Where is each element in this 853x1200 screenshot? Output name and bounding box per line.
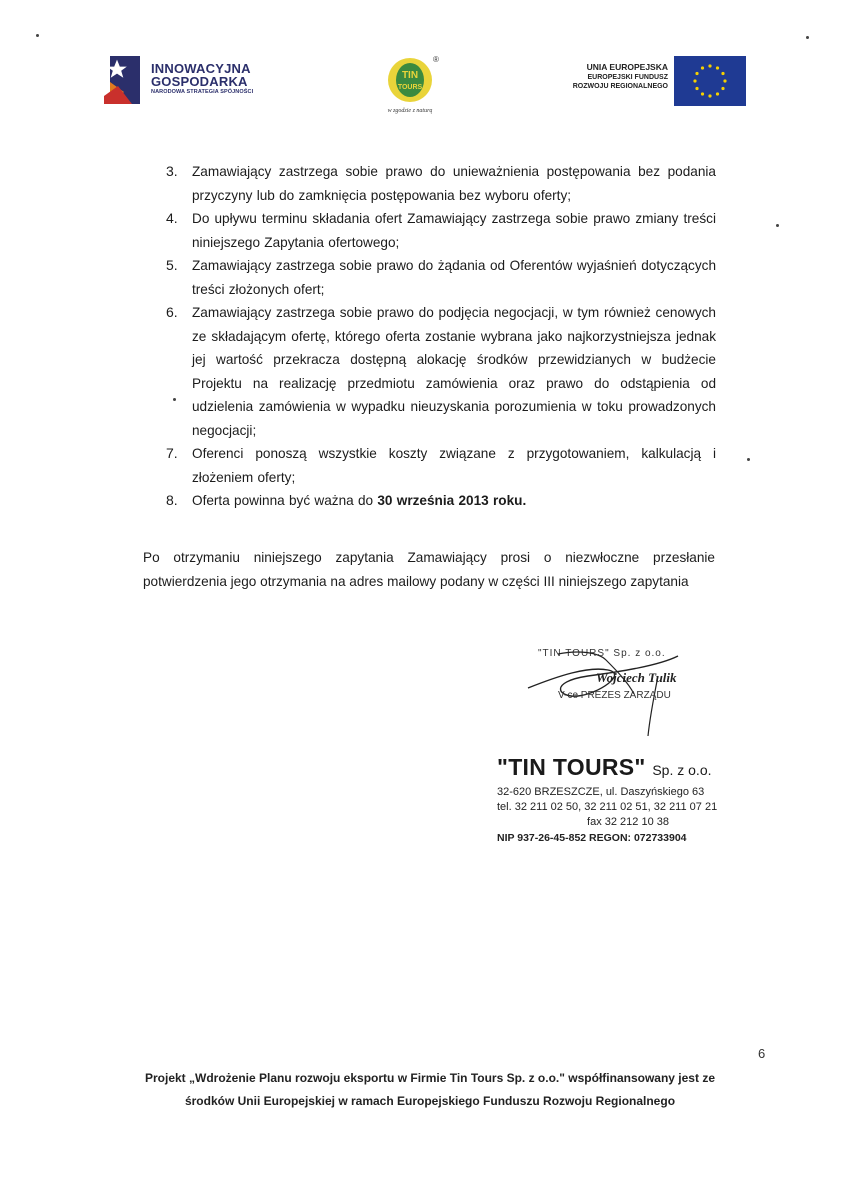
company-suffix: Sp. z o.o.	[652, 762, 712, 778]
eu-star-icon	[708, 64, 711, 67]
conditions-list	[166, 160, 716, 513]
stamp-top-text: "TIN TOURS" Sp. z o.o.	[538, 648, 666, 659]
eu-star-icon	[716, 92, 719, 95]
stamp-signature-name: Wojciech Tulik	[596, 670, 677, 685]
list-item-text-body: Do upływu terminu składania ofert Zamawiający zastrzega sobie prawo zmiany treści niniejszego Zapytania ofertowego;	[192, 211, 716, 250]
list-item-text	[192, 489, 716, 513]
signature-tail-icon	[648, 676, 658, 736]
project-footer	[100, 1067, 760, 1113]
list-item-number: 5.	[166, 257, 178, 273]
eu-line-unia: UNIA EUROPEJSKA	[586, 62, 668, 72]
tin-tours-badge-bottom-text: TOURS	[397, 84, 423, 91]
list-item-text	[192, 160, 716, 207]
list-item-text-body: Oferta powinna być ważna do	[192, 493, 378, 508]
innowacyjna-gospodarka-emblem-icon	[104, 52, 144, 108]
scan-speck	[747, 458, 750, 461]
stamp-bottom-text: V-ce PREZES ZARZĄDU	[558, 690, 671, 701]
scan-speck	[36, 34, 39, 37]
footer-line-1: Projekt „Wdrożenie Planu rozwoju eksportu w Firmie Tin Tours Sp. z o.o." współfinansowany jest ze	[145, 1071, 715, 1085]
innowacyjna-gospodarka-logo	[104, 52, 294, 108]
company-phone: tel. 32 211 02 50, 32 211 02 51, 32 211 07 21	[497, 801, 718, 813]
tin-tours-badge-top-text: TIN	[401, 70, 419, 81]
eu-star-icon	[721, 87, 724, 90]
list-item	[166, 254, 716, 301]
list-item	[166, 160, 716, 207]
list-item-number: 6.	[166, 304, 178, 320]
list-item-text	[192, 207, 716, 254]
list-item-number: 7.	[166, 445, 178, 461]
list-item-number: 8.	[166, 492, 178, 508]
eu-star-icon	[701, 92, 704, 95]
logo-line-gospodarka: GOSPODARKA	[151, 74, 248, 89]
list-item-text-body: Zamawiający zastrzega sobie prawo do żądania od Oferentów wyjaśnień dotyczących treści złożonych ofert;	[192, 258, 716, 297]
closing-paragraph: Po otrzymaniu niniejszego zapytania Zamawiający prosi o niezwłoczne przesłanie potwierdzenia jego otrzymania na adres mailowy podany w części III niniejszego zapytania	[143, 550, 715, 589]
list-item-text	[192, 301, 716, 442]
eu-star-icon	[716, 66, 719, 69]
company-nip-regon: NIP 937-26-45-852 REGON: 072733904	[497, 832, 687, 844]
eu-star-icon	[693, 79, 696, 82]
eu-flag-icon	[674, 56, 746, 106]
eu-fund-logo	[520, 56, 746, 108]
list-item-text-body: Zamawiający zastrzega sobie prawo do podjęcia negocjacji, w tym również cenowych ze składającym ofertę, którego oferta zostanie wybrana jako najkorzystniejsza jednak jej wartość przekracza dostępną alokację środków przewidzianych w budżecie Projektu na realizację przedmiotu zamówienia oraz prawo do odstąpienia od udzielenia zamówienia w wypadku nieuzyskania porozumienia w toku prowadzonych negocjacji;	[192, 305, 716, 438]
signature-stamp	[518, 636, 698, 746]
eu-line-rozwoju: ROZWOJU REGIONALNEGO	[572, 83, 668, 90]
list-item-text-body: Oferenci ponoszą wszystkie koszty związane z przygotowaniem, kalkulacją i złożeniem oferty;	[192, 446, 716, 485]
list-item-text-body: Zamawiający zastrzega sobie prawo do unieważnienia postępowania bez podania przyczyny lub do zamknięcia postępowania bez wyboru oferty;	[192, 164, 716, 203]
eu-star-icon	[721, 72, 724, 75]
list-item-number: 4.	[166, 210, 178, 226]
logo-line-innowacyjna: INNOWACYJNA	[151, 61, 251, 76]
eu-star-icon	[701, 66, 704, 69]
registered-mark: ®	[433, 55, 439, 64]
company-name	[497, 752, 729, 785]
list-item	[166, 301, 716, 442]
page-number: 6	[758, 1046, 766, 1061]
scan-speck	[806, 36, 809, 39]
company-address: 32-620 BRZESZCZE, ul. Daszyńskiego 63	[497, 786, 705, 798]
list-item-number: 3.	[166, 163, 178, 179]
company-name-text: "TIN TOURS"	[497, 754, 646, 780]
list-item-text	[192, 442, 716, 489]
eu-star-icon	[695, 72, 698, 75]
tin-tours-logo	[382, 52, 444, 118]
list-item-text	[192, 254, 716, 301]
eu-line-fundusz: EUROPEJSKI FUNDUSZ	[587, 74, 668, 81]
company-stamp-block	[497, 752, 729, 847]
company-fax: fax 32 212 10 38	[587, 816, 669, 828]
list-item	[166, 207, 716, 254]
scan-speck	[776, 224, 779, 227]
eu-star-icon	[708, 94, 711, 97]
list-item-bold-date: 30 września 2013 roku.	[377, 493, 527, 508]
list-item	[166, 489, 716, 513]
list-item	[166, 442, 716, 489]
scan-speck	[173, 398, 176, 401]
footer-line-2: środków Unii Europejskiej w ramach Europejskiego Funduszu Rozwoju Regionalnego	[184, 1094, 676, 1108]
tin-tours-tagline: w zgodzie z naturą	[387, 108, 433, 114]
tin-tours-badge-icon	[382, 52, 444, 118]
logo-line-strategia: NARODOWA STRATEGIA SPÓJNOŚCI	[151, 89, 254, 95]
eu-star-icon	[695, 87, 698, 90]
eu-star-icon	[723, 79, 726, 82]
